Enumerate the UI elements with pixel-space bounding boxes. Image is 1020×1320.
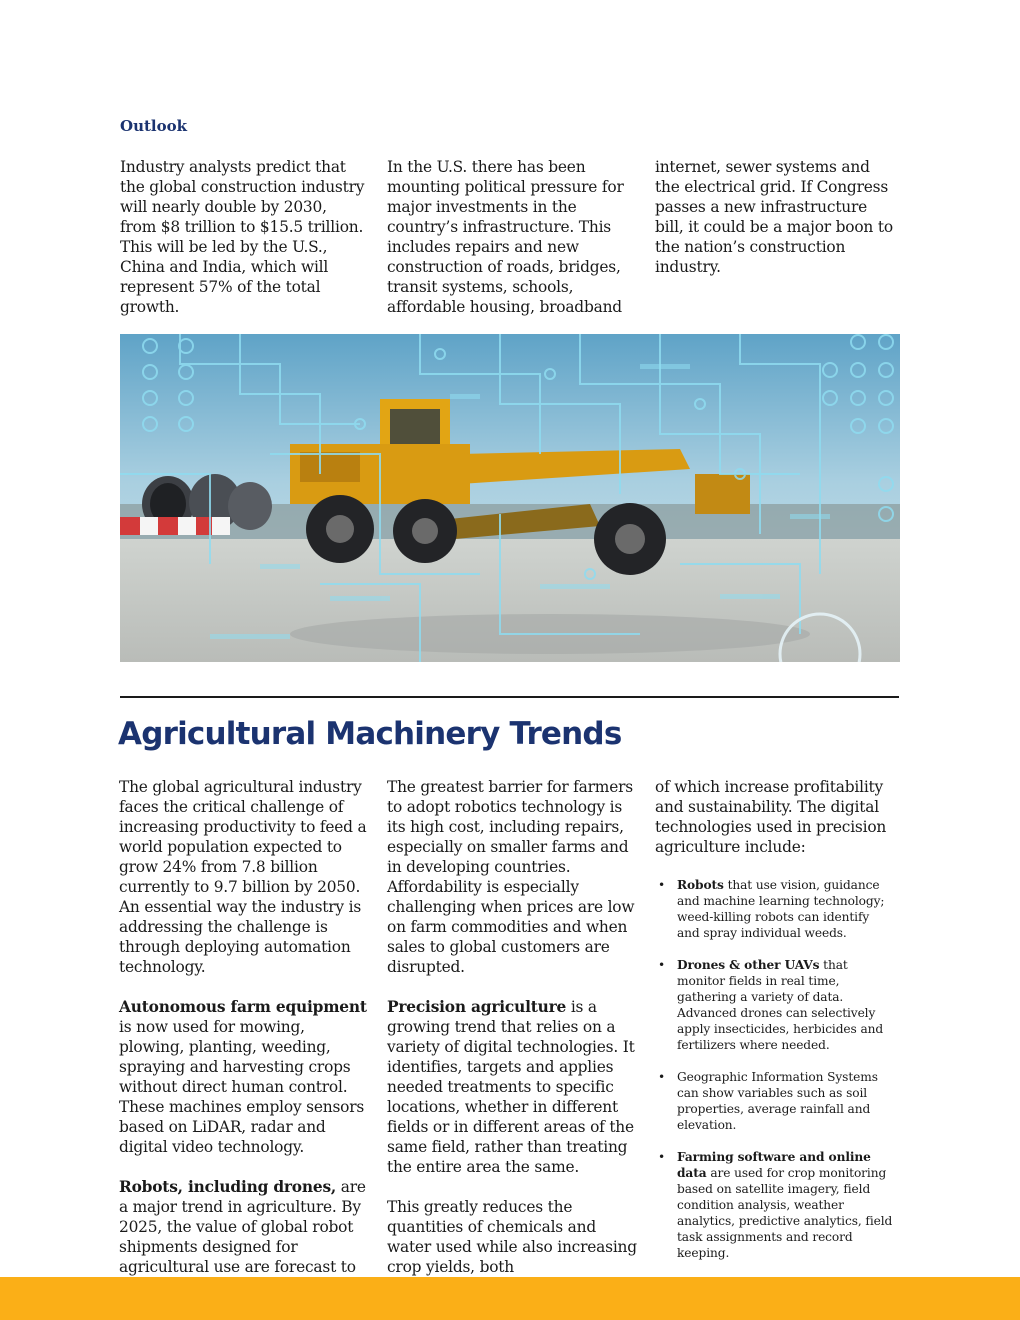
lead-in-bold: Robots, including drones, [119, 1178, 337, 1196]
bullet-icon: • [658, 958, 666, 972]
outlook-column-3 [655, 157, 895, 277]
bullet-text: that use vision, guidance and machine learning technology; weed-killing robots can identify and spray individual weeds. [677, 878, 885, 940]
road-grader-hero-image [120, 334, 900, 662]
bullet-icon: • [658, 1070, 666, 1084]
lead-in-bold: Precision agriculture [387, 998, 567, 1016]
outlook-heading: Outlook [120, 117, 188, 135]
paragraph: of which increase profitability and sustainability. The digital technologies used in precision agriculture include: [655, 778, 887, 856]
paragraph-text: are a major trend in agriculture. By 2025, the value of global robot shipments designed for agricultural use are forecast to [119, 1178, 366, 1276]
paragraph-text: is now used for mowing, plowing, planting, weeding, spraying and harvesting crops without direct human control. These machines employ sensors based on LiDAR, radar and digital video technology. [119, 1018, 365, 1156]
body-column-2 [387, 777, 637, 1277]
bullet-text: that monitor fields in real time, gathering a variety of data. Advanced drones can selectively apply insecticides, herbicides and fertilizers where needed. [677, 958, 884, 1052]
outlook-paragraph: Industry analysts predict that the global construction industry will nearly double by 2030, from $8 trillion to $15.5 trillion. This will be led by the U.S., China and India, which will represent 57% of the total growth. [120, 158, 365, 316]
paragraph: This greatly reduces the quantities of chemicals and water used while also increasing crop yields, both [387, 1198, 637, 1276]
paragraph [387, 997, 637, 1177]
section-divider [120, 696, 899, 698]
outlook-column-2 [387, 157, 637, 317]
list-item [655, 1069, 895, 1133]
list-item [655, 1149, 895, 1261]
list-item [655, 957, 895, 1053]
outlook-column-1 [120, 157, 366, 317]
footer-bar [0, 1277, 1020, 1320]
bullet-text: are used for crop monitoring based on satellite imagery, field condition analysis, weather analytics, predictive analytics, field task assignments and record keeping. [677, 1166, 893, 1260]
outlook-paragraph: In the U.S. there has been mounting political pressure for major investments in the country’s infrastructure. This includes repairs and new construction of roads, bridges, transit systems, schools, affordable housing, broadband [387, 158, 624, 316]
bullet-lead-in: Drones & other UAVs [677, 958, 820, 972]
bullet-icon: • [658, 878, 666, 892]
technology-bullet-list [655, 877, 895, 1261]
bullet-text: Geographic Information Systems can show variables such as soil properties, average rainfall and elevation. [677, 1070, 878, 1132]
list-item [655, 877, 895, 941]
body-column-1 [119, 777, 369, 1297]
paragraph-text: is a growing trend that relies on a variety of digital technologies. It identifies, targets and applies needed treatments to specific locations, whether in different fields or in different areas of the same field, rather than treating the entire area the same. [387, 998, 635, 1176]
outlook-paragraph: internet, sewer systems and the electrical grid. If Congress passes a new infrastructure bill, it could be a major boon to the nation’s construction industry. [655, 158, 893, 276]
paragraph: The greatest barrier for farmers to adopt robotics technology is its high cost, including repairs, especially on smaller farms and in developing countries. Affordability is especially challenging when prices are low on farm commodities and when sales to global customers are disrupted. [387, 778, 635, 976]
bullet-lead-in: Robots [677, 878, 724, 892]
body-column-3 [655, 777, 895, 1277]
bullet-lead-in: Farming software and online data [677, 1150, 871, 1180]
bullet-icon: • [658, 1150, 666, 1164]
paragraph: The global agricultural industry faces the critical challenge of increasing productivity to feed a world population expected to grow 24% from 7.8 billion currently to 9.7 billion by 2050. An essential way the industry is addressing the challenge is through deploying automation technology. [119, 778, 367, 976]
section-title: Agricultural Machinery Trends [118, 716, 622, 752]
lead-in-bold: Autonomous farm equipment [119, 998, 367, 1016]
paragraph [119, 997, 369, 1157]
